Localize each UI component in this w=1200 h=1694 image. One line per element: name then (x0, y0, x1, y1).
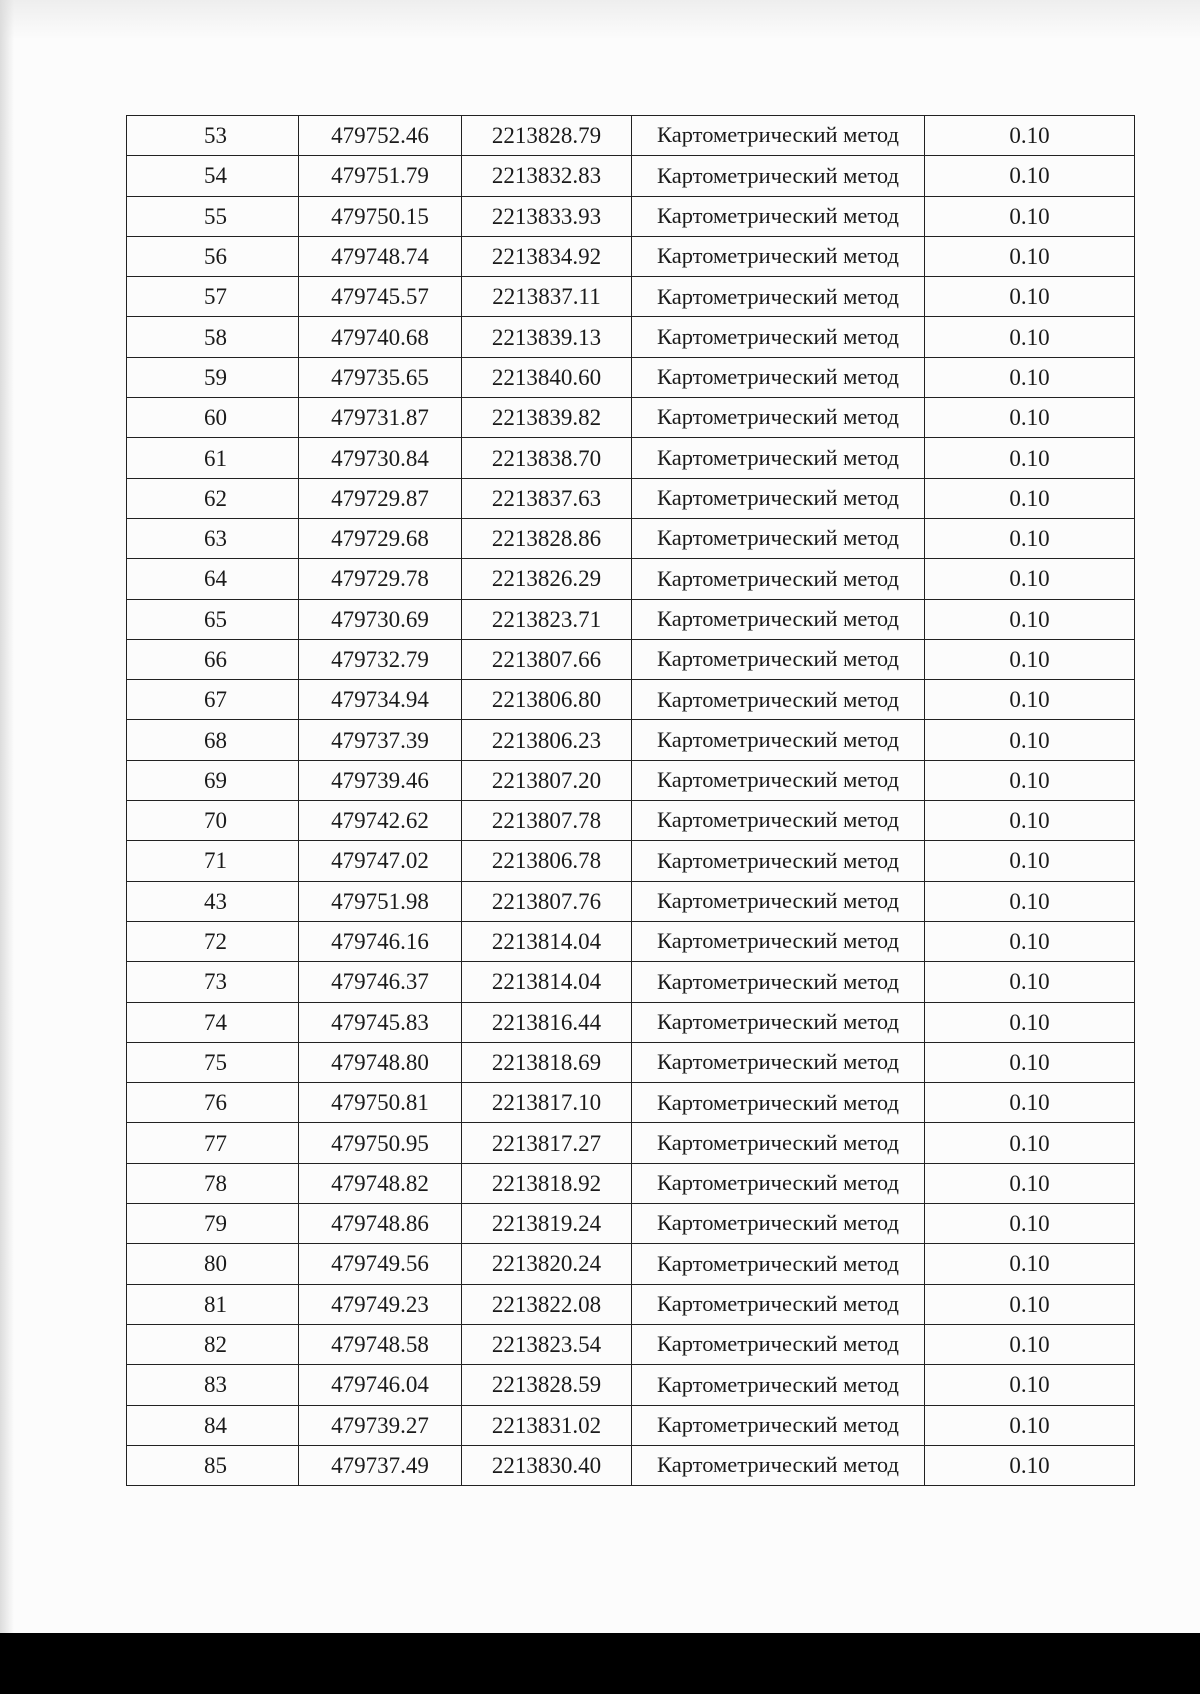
point-number-cell: 60 (127, 398, 299, 438)
point-number-cell: 64 (127, 559, 299, 599)
accuracy-cell: 0.10 (925, 1204, 1135, 1244)
x-coordinate-cell: 479745.57 (299, 277, 462, 317)
point-number-cell: 85 (127, 1445, 299, 1485)
table-row (127, 478, 1135, 518)
table-row (127, 1405, 1135, 1445)
y-coordinate-cell: 2213826.29 (462, 559, 632, 599)
accuracy-cell: 0.10 (925, 518, 1135, 558)
x-coordinate-cell: 479751.79 (299, 156, 462, 196)
x-coordinate-cell: 479746.04 (299, 1365, 462, 1405)
method-cell: Картометрический метод (632, 1445, 925, 1485)
point-number-cell: 43 (127, 881, 299, 921)
table-row (127, 841, 1135, 881)
x-coordinate-cell: 479748.74 (299, 236, 462, 276)
method-cell: Картометрический метод (632, 1123, 925, 1163)
method-cell: Картометрический метод (632, 317, 925, 357)
accuracy-cell: 0.10 (925, 1163, 1135, 1203)
x-coordinate-cell: 479729.87 (299, 478, 462, 518)
x-coordinate-cell: 479748.58 (299, 1324, 462, 1364)
table-row (127, 277, 1135, 317)
point-number-cell: 78 (127, 1163, 299, 1203)
accuracy-cell: 0.10 (925, 1445, 1135, 1485)
method-cell: Картометрический метод (632, 1042, 925, 1082)
table-row (127, 801, 1135, 841)
accuracy-cell: 0.10 (925, 720, 1135, 760)
x-coordinate-cell: 479748.86 (299, 1204, 462, 1244)
method-cell: Картометрический метод (632, 1284, 925, 1324)
x-coordinate-cell: 479739.27 (299, 1405, 462, 1445)
x-coordinate-cell: 479730.69 (299, 599, 462, 639)
point-number-cell: 54 (127, 156, 299, 196)
accuracy-cell: 0.10 (925, 599, 1135, 639)
x-coordinate-cell: 479739.46 (299, 760, 462, 800)
point-number-cell: 66 (127, 639, 299, 679)
y-coordinate-cell: 2213818.92 (462, 1163, 632, 1203)
x-coordinate-cell: 479734.94 (299, 680, 462, 720)
scan-bottom-border (0, 1633, 1200, 1694)
x-coordinate-cell: 479731.87 (299, 398, 462, 438)
table-row (127, 559, 1135, 599)
x-coordinate-cell: 479740.68 (299, 317, 462, 357)
table-row (127, 357, 1135, 397)
table-row (127, 1002, 1135, 1042)
y-coordinate-cell: 2213806.23 (462, 720, 632, 760)
table-row (127, 1204, 1135, 1244)
y-coordinate-cell: 2213823.71 (462, 599, 632, 639)
accuracy-cell: 0.10 (925, 559, 1135, 599)
point-number-cell: 58 (127, 317, 299, 357)
y-coordinate-cell: 2213818.69 (462, 1042, 632, 1082)
point-number-cell: 84 (127, 1405, 299, 1445)
method-cell: Картометрический метод (632, 680, 925, 720)
y-coordinate-cell: 2213814.04 (462, 962, 632, 1002)
accuracy-cell: 0.10 (925, 1244, 1135, 1284)
point-number-cell: 59 (127, 357, 299, 397)
point-number-cell: 53 (127, 116, 299, 156)
y-coordinate-cell: 2213837.11 (462, 277, 632, 317)
table-row (127, 518, 1135, 558)
accuracy-cell: 0.10 (925, 1083, 1135, 1123)
point-number-cell: 61 (127, 438, 299, 478)
accuracy-cell: 0.10 (925, 1002, 1135, 1042)
table-row (127, 116, 1135, 156)
table-row (127, 680, 1135, 720)
table-row (127, 720, 1135, 760)
table-row (127, 1445, 1135, 1485)
accuracy-cell: 0.10 (925, 277, 1135, 317)
point-number-cell: 55 (127, 196, 299, 236)
y-coordinate-cell: 2213832.83 (462, 156, 632, 196)
method-cell: Картометрический метод (632, 841, 925, 881)
x-coordinate-cell: 479748.80 (299, 1042, 462, 1082)
y-coordinate-cell: 2213817.27 (462, 1123, 632, 1163)
x-coordinate-cell: 479747.02 (299, 841, 462, 881)
accuracy-cell: 0.10 (925, 1123, 1135, 1163)
point-number-cell: 79 (127, 1204, 299, 1244)
x-coordinate-cell: 479729.78 (299, 559, 462, 599)
table-row (127, 639, 1135, 679)
method-cell: Картометрический метод (632, 1405, 925, 1445)
accuracy-cell: 0.10 (925, 962, 1135, 1002)
method-cell: Картометрический метод (632, 116, 925, 156)
point-number-cell: 65 (127, 599, 299, 639)
accuracy-cell: 0.10 (925, 438, 1135, 478)
x-coordinate-cell: 479750.95 (299, 1123, 462, 1163)
accuracy-cell: 0.10 (925, 841, 1135, 881)
accuracy-cell: 0.10 (925, 1365, 1135, 1405)
y-coordinate-cell: 2213823.54 (462, 1324, 632, 1364)
method-cell: Картометрический метод (632, 156, 925, 196)
coordinates-table-body (127, 116, 1135, 1486)
y-coordinate-cell: 2213834.92 (462, 236, 632, 276)
point-number-cell: 68 (127, 720, 299, 760)
y-coordinate-cell: 2213840.60 (462, 357, 632, 397)
method-cell: Картометрический метод (632, 720, 925, 760)
accuracy-cell: 0.10 (925, 680, 1135, 720)
table-row (127, 1284, 1135, 1324)
method-cell: Картометрический метод (632, 357, 925, 397)
method-cell: Картометрический метод (632, 277, 925, 317)
method-cell: Картометрический метод (632, 478, 925, 518)
table-row (127, 1244, 1135, 1284)
point-number-cell: 74 (127, 1002, 299, 1042)
method-cell: Картометрический метод (632, 398, 925, 438)
table-row (127, 1163, 1135, 1203)
scan-shadow-left (0, 0, 14, 1633)
point-number-cell: 67 (127, 680, 299, 720)
x-coordinate-cell: 479737.39 (299, 720, 462, 760)
point-number-cell: 69 (127, 760, 299, 800)
y-coordinate-cell: 2213820.24 (462, 1244, 632, 1284)
y-coordinate-cell: 2213806.78 (462, 841, 632, 881)
x-coordinate-cell: 479732.79 (299, 639, 462, 679)
method-cell: Картометрический метод (632, 1365, 925, 1405)
point-number-cell: 76 (127, 1083, 299, 1123)
method-cell: Картометрический метод (632, 559, 925, 599)
point-number-cell: 82 (127, 1324, 299, 1364)
method-cell: Картометрический метод (632, 801, 925, 841)
method-cell: Картометрический метод (632, 438, 925, 478)
x-coordinate-cell: 479748.82 (299, 1163, 462, 1203)
method-cell: Картометрический метод (632, 881, 925, 921)
accuracy-cell: 0.10 (925, 801, 1135, 841)
accuracy-cell: 0.10 (925, 196, 1135, 236)
y-coordinate-cell: 2213807.20 (462, 760, 632, 800)
y-coordinate-cell: 2213830.40 (462, 1445, 632, 1485)
method-cell: Картометрический метод (632, 236, 925, 276)
coordinates-table (126, 115, 1135, 1486)
method-cell: Картометрический метод (632, 1324, 925, 1364)
y-coordinate-cell: 2213831.02 (462, 1405, 632, 1445)
table-row (127, 317, 1135, 357)
table-row (127, 236, 1135, 276)
method-cell: Картометрический метод (632, 760, 925, 800)
table-row (127, 196, 1135, 236)
table-row (127, 1083, 1135, 1123)
table-row (127, 760, 1135, 800)
point-number-cell: 63 (127, 518, 299, 558)
y-coordinate-cell: 2213807.76 (462, 881, 632, 921)
table-row (127, 156, 1135, 196)
y-coordinate-cell: 2213807.78 (462, 801, 632, 841)
y-coordinate-cell: 2213839.13 (462, 317, 632, 357)
x-coordinate-cell: 479742.62 (299, 801, 462, 841)
accuracy-cell: 0.10 (925, 760, 1135, 800)
point-number-cell: 83 (127, 1365, 299, 1405)
y-coordinate-cell: 2213837.63 (462, 478, 632, 518)
accuracy-cell: 0.10 (925, 398, 1135, 438)
method-cell: Картометрический метод (632, 1083, 925, 1123)
accuracy-cell: 0.10 (925, 921, 1135, 961)
accuracy-cell: 0.10 (925, 1405, 1135, 1445)
y-coordinate-cell: 2213807.66 (462, 639, 632, 679)
method-cell: Картометрический метод (632, 639, 925, 679)
x-coordinate-cell: 479752.46 (299, 116, 462, 156)
y-coordinate-cell: 2213833.93 (462, 196, 632, 236)
table-row (127, 438, 1135, 478)
accuracy-cell: 0.10 (925, 236, 1135, 276)
table-row (127, 962, 1135, 1002)
accuracy-cell: 0.10 (925, 156, 1135, 196)
x-coordinate-cell: 479737.49 (299, 1445, 462, 1485)
accuracy-cell: 0.10 (925, 1324, 1135, 1364)
method-cell: Картометрический метод (632, 1204, 925, 1244)
x-coordinate-cell: 479750.15 (299, 196, 462, 236)
point-number-cell: 70 (127, 801, 299, 841)
method-cell: Картометрический метод (632, 1244, 925, 1284)
accuracy-cell: 0.10 (925, 881, 1135, 921)
accuracy-cell: 0.10 (925, 357, 1135, 397)
accuracy-cell: 0.10 (925, 639, 1135, 679)
method-cell: Картометрический метод (632, 1163, 925, 1203)
accuracy-cell: 0.10 (925, 1284, 1135, 1324)
y-coordinate-cell: 2213828.86 (462, 518, 632, 558)
x-coordinate-cell: 479746.37 (299, 962, 462, 1002)
x-coordinate-cell: 479750.81 (299, 1083, 462, 1123)
y-coordinate-cell: 2213828.79 (462, 116, 632, 156)
table-row (127, 1123, 1135, 1163)
x-coordinate-cell: 479751.98 (299, 881, 462, 921)
point-number-cell: 77 (127, 1123, 299, 1163)
x-coordinate-cell: 479749.56 (299, 1244, 462, 1284)
point-number-cell: 73 (127, 962, 299, 1002)
scan-shadow-top (0, 0, 1200, 40)
accuracy-cell: 0.10 (925, 317, 1135, 357)
y-coordinate-cell: 2213838.70 (462, 438, 632, 478)
y-coordinate-cell: 2213822.08 (462, 1284, 632, 1324)
table-row (127, 881, 1135, 921)
y-coordinate-cell: 2213806.80 (462, 680, 632, 720)
table-row (127, 1324, 1135, 1364)
accuracy-cell: 0.10 (925, 116, 1135, 156)
table-row (127, 921, 1135, 961)
x-coordinate-cell: 479735.65 (299, 357, 462, 397)
method-cell: Картометрический метод (632, 518, 925, 558)
point-number-cell: 62 (127, 478, 299, 518)
method-cell: Картометрический метод (632, 1002, 925, 1042)
point-number-cell: 81 (127, 1284, 299, 1324)
x-coordinate-cell: 479745.83 (299, 1002, 462, 1042)
point-number-cell: 80 (127, 1244, 299, 1284)
x-coordinate-cell: 479749.23 (299, 1284, 462, 1324)
point-number-cell: 72 (127, 921, 299, 961)
method-cell: Картометрический метод (632, 921, 925, 961)
table-row (127, 1365, 1135, 1405)
y-coordinate-cell: 2213816.44 (462, 1002, 632, 1042)
method-cell: Картометрический метод (632, 962, 925, 1002)
x-coordinate-cell: 479746.16 (299, 921, 462, 961)
point-number-cell: 71 (127, 841, 299, 881)
table-row (127, 1042, 1135, 1082)
y-coordinate-cell: 2213819.24 (462, 1204, 632, 1244)
point-number-cell: 57 (127, 277, 299, 317)
x-coordinate-cell: 479729.68 (299, 518, 462, 558)
table-row (127, 599, 1135, 639)
point-number-cell: 75 (127, 1042, 299, 1082)
y-coordinate-cell: 2213814.04 (462, 921, 632, 961)
method-cell: Картометрический метод (632, 196, 925, 236)
y-coordinate-cell: 2213839.82 (462, 398, 632, 438)
accuracy-cell: 0.10 (925, 478, 1135, 518)
y-coordinate-cell: 2213828.59 (462, 1365, 632, 1405)
table-row (127, 398, 1135, 438)
accuracy-cell: 0.10 (925, 1042, 1135, 1082)
x-coordinate-cell: 479730.84 (299, 438, 462, 478)
point-number-cell: 56 (127, 236, 299, 276)
method-cell: Картометрический метод (632, 599, 925, 639)
y-coordinate-cell: 2213817.10 (462, 1083, 632, 1123)
